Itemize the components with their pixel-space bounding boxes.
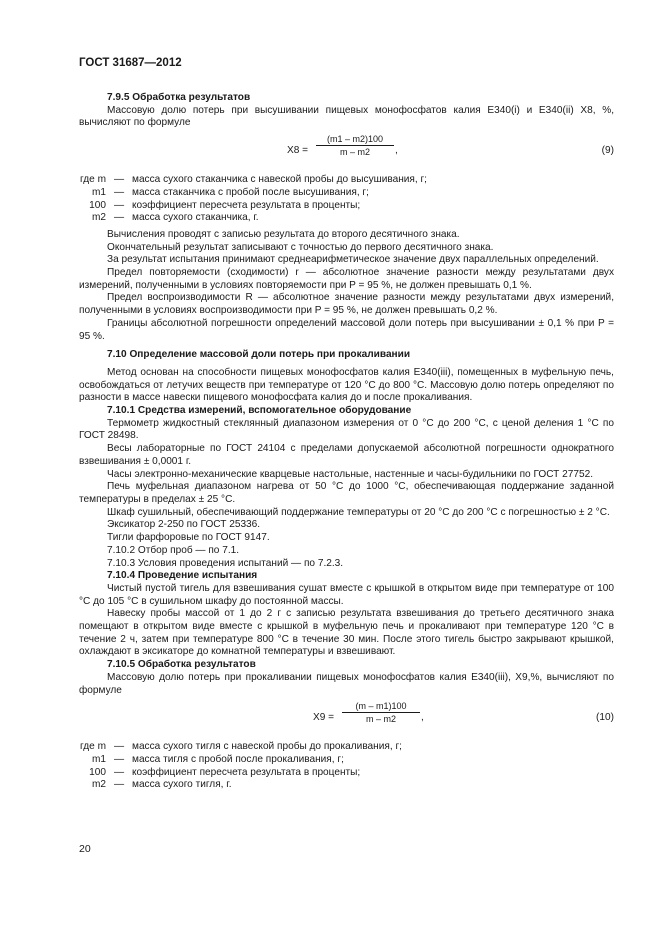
definition-text: коэффициент пересчета результата в проценты; xyxy=(132,766,361,778)
section-7-10-4-heading: 7.10.4 Проведение испытания xyxy=(107,570,258,582)
paragraph: Окончательный результат записывают с точностью до первого десятичного знака. xyxy=(107,241,494,253)
section-7-10-3: 7.10.3 Условия проведения испытаний — по 7.2.3. xyxy=(107,557,344,569)
formula-10-lhs: X9 = xyxy=(313,712,335,724)
equipment-item: Печь муфельная диапазоном нагрева от 50 °С до 1000 °С, обеспечивающая поддержание заданной температуры в пределах ± 25 °С. xyxy=(79,481,614,505)
formula-10-denominator: m – m2 xyxy=(365,714,396,725)
formula-9-numerator: (m1 – m2)100 xyxy=(326,134,384,145)
definition-row xyxy=(79,754,614,767)
paragraph: Границы абсолютной погрешности определений массовой доли потерь при высушивании ± 0,1 % при P = 95 %. xyxy=(79,317,614,342)
equipment-item: Шкаф сушильный, обеспечивающий поддержание температуры от 20 °С до 200 °С с погрешностью ± 2 °С. xyxy=(107,506,610,518)
paragraph: За результат испытания принимают среднеарифметическое значение двух параллельных определений. xyxy=(107,254,599,266)
equipment-item: Часы электронно-механические кварцевые настольные, настенные и часы-будильники по ГОСТ 27752. xyxy=(107,468,594,480)
definition-text: масса стаканчика с пробой после высушивания, г; xyxy=(132,186,369,198)
definition-dash: — xyxy=(113,741,125,753)
definition-row xyxy=(79,212,614,225)
definition-row xyxy=(79,174,614,187)
section-7-9-5-heading: 7.9.5 Обработка результатов xyxy=(107,92,251,103)
definition-dash: — xyxy=(113,766,125,778)
equipment-item: Эксикатор 2-250 по ГОСТ 25336. xyxy=(107,519,261,531)
formula-10-definitions xyxy=(79,741,614,792)
procedure-paragraph: Навеску пробы массой от 1 до 2 г с записью результата взвешивания до третьего десятичного знака помещают в открытом виде вместе с крышкой в муфельную печь и прокаливают при температуре 120 °С в течение 2 ч, затем при температуре 800 °С в течение 30 мин. После этого тигель быстро закрывают крышкой, охлаждают в эксикаторе до комнатной температуры и взвешивают. xyxy=(79,608,614,658)
definition-row xyxy=(79,779,614,792)
definition-symbol: m1 xyxy=(91,753,106,765)
formula-9-lhs: X8 = xyxy=(287,145,309,157)
definition-row xyxy=(79,200,614,213)
equipment-item: Тигли фарфоровые по ГОСТ 9147. xyxy=(107,532,270,544)
section-7-10-1-heading: 7.10.1 Средства измерений, вспомогательное оборудование xyxy=(107,405,412,417)
definition-symbol: m2 xyxy=(91,779,106,791)
page-content xyxy=(79,92,614,796)
formula-10-numerator: (m – m1)100 xyxy=(355,701,407,712)
paragraph: Вычисления проводят с записью результата до второго десятичного знака. xyxy=(107,228,460,240)
definition-dash: — xyxy=(113,753,125,765)
section-7-10-5-intro: Массовую долю потерь при прокаливании пищевых монофосфатов калия Е340(iii), X9,%, вычисляют по формуле xyxy=(79,671,614,696)
formula-9-fraction xyxy=(316,133,394,158)
definition-symbol: где m xyxy=(80,174,106,186)
formula-10 xyxy=(79,700,614,736)
definition-symbol: 100 xyxy=(89,766,106,778)
definition-text: масса сухого тигля, г. xyxy=(132,779,232,791)
definition-text: масса сухого тигля с навеской пробы до прокаливания, г; xyxy=(132,741,402,753)
formula-10-number: (10) xyxy=(596,712,614,724)
section-7-9-5-intro: Массовую долю потерь при высушивании пищевых монофосфатов калия Е340(i) и Е340(ii) X8, %, вычисляют по формуле xyxy=(79,104,614,129)
definition-dash: — xyxy=(113,212,125,224)
definition-text: масса сухого стаканчика с навеской пробы до высушивания, г; xyxy=(132,174,427,186)
page-number: 20 xyxy=(79,843,91,855)
definition-symbol: m1 xyxy=(91,186,106,198)
definition-text: масса сухого стаканчика, г. xyxy=(132,212,259,224)
definition-text: масса тигля с пробой после прокаливания, г; xyxy=(132,753,344,765)
definition-row xyxy=(79,741,614,754)
procedure-paragraph: Чистый пустой тигель для взвешивания сушат вместе с крышкой в открытом виде при температуре от 100 °С до 105 °С в сушильном шкафу до постоянной массы. xyxy=(79,582,614,607)
section-7-10-5-heading: 7.10.5 Обработка результатов xyxy=(107,659,256,671)
section-7-10-heading: 7.10 Определение массовой доли потерь при прокаливании xyxy=(107,349,411,361)
definition-row xyxy=(79,767,614,780)
equipment-item: Весы лабораторные по ГОСТ 24104 с пределами допускаемой абсолютной погрешности однократного взвешивания ± 0,0001 г. xyxy=(79,443,614,467)
formula-9-number: (9) xyxy=(601,145,614,157)
formula-9-comma: , xyxy=(395,145,398,157)
definition-symbol: 100 xyxy=(89,199,106,211)
standard-header: ГОСТ 31687—2012 xyxy=(79,57,182,69)
definition-dash: — xyxy=(113,174,125,186)
definition-symbol: где m xyxy=(80,741,106,753)
formula-9-definitions xyxy=(79,174,614,225)
method-paragraph: Метод основан на способности пищевых монофосфатов калия Е340(iii), помещенных в муфельную печь, освобождаться от летучих веществ при температуре от 120 °С до 800 °С. Массовую долю потерь определяют по разности в массе навески пищевого монофосфата калия до и после прокаливания. xyxy=(79,366,614,404)
definition-symbol: m2 xyxy=(91,212,106,224)
formula-9 xyxy=(79,133,614,169)
definition-dash: — xyxy=(113,186,125,198)
definition-dash: — xyxy=(113,779,125,791)
definition-dash: — xyxy=(113,199,125,211)
formula-9-denominator: m – m2 xyxy=(339,147,370,158)
paragraph: Предел воспроизводимости R — абсолютное значение разности между результатами двух измерений, полученными в условиях воспроизводимости при P = 95 %, не должен превышать 0,2 %. xyxy=(79,292,614,317)
formula-10-comma: , xyxy=(421,712,424,724)
definition-text: коэффициент пересчета результата в проценты; xyxy=(132,199,361,211)
equipment-item: Термометр жидкостный стеклянный диапазоном измерения от 0 °С до 200 °С, с ценой деления 1 °С по ГОСТ 28498. xyxy=(79,417,614,442)
section-7-10-2: 7.10.2 Отбор проб — по 7.1. xyxy=(107,544,240,556)
formula-10-fraction xyxy=(342,700,420,725)
paragraph: Предел повторяемости (сходимости) r — абсолютное значение разности между результатами двух измерений, полученными в условиях повторяемости при P = 95 %, не должен превышать 0,1 %. xyxy=(79,267,614,291)
definition-row xyxy=(79,187,614,200)
